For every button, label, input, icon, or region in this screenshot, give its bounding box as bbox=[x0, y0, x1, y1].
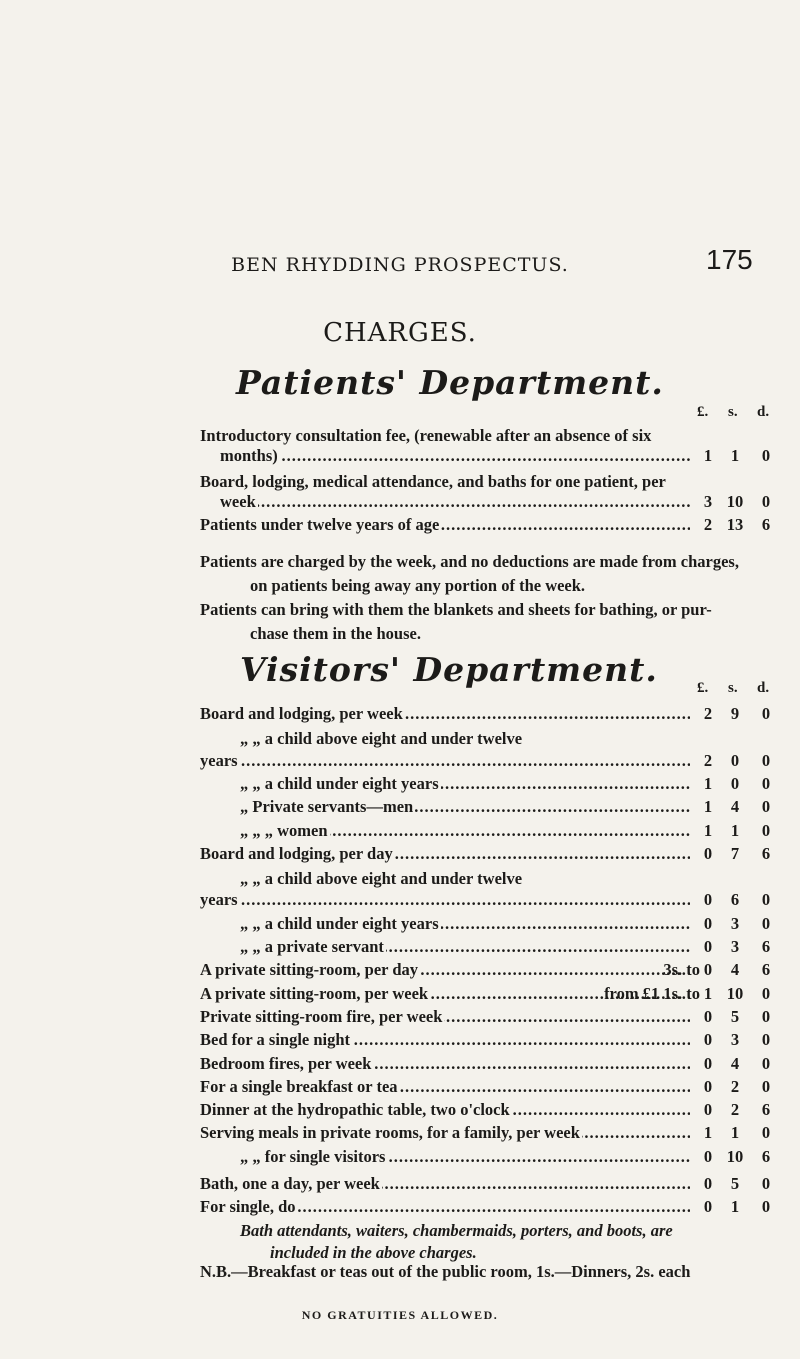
visitors-row bbox=[240, 821, 690, 847]
amount-pence: 0 bbox=[761, 1053, 771, 1073]
visitors-row bbox=[200, 844, 690, 870]
amount-shillings: 2 bbox=[730, 1100, 740, 1120]
amount-pounds: 2 bbox=[703, 704, 713, 723]
amount-pounds: 3 bbox=[703, 492, 713, 511]
patients-row-line bbox=[200, 470, 800, 494]
attendants-note-line: Bath attendants, waiters, chambermaids, porters, and boots, are bbox=[240, 1221, 673, 1240]
nb-note bbox=[200, 1260, 800, 1284]
amount-pounds: 0 bbox=[703, 890, 713, 910]
amount-pence: 0 bbox=[761, 750, 771, 770]
visitors-row-line bbox=[240, 727, 800, 751]
amount-pounds: 0 bbox=[703, 1053, 713, 1073]
amount-pence: 0 bbox=[761, 492, 771, 511]
amount-shillings: 1 bbox=[730, 1123, 740, 1143]
visitors-row-label: A private sitting-room, per day bbox=[200, 960, 419, 980]
visitors-row bbox=[240, 914, 690, 940]
patients-row-label: Patients under twelve years of age bbox=[200, 515, 440, 534]
visitors-row-label: „ „ a private servant bbox=[240, 937, 384, 956]
attendants-note bbox=[240, 1220, 800, 1264]
amount-pence: 0 bbox=[761, 1006, 771, 1026]
amount-pounds: 1 bbox=[703, 797, 713, 817]
visitors-heading: Visitors' Department. bbox=[240, 650, 658, 689]
visitors-row-label: Board and lodging, per day bbox=[200, 843, 393, 863]
visitors-row bbox=[200, 960, 700, 986]
amount-shillings: 4 bbox=[730, 960, 740, 980]
visitors-row bbox=[240, 937, 690, 963]
patients-heading: Patients' Department. bbox=[236, 363, 664, 402]
amount-shillings: 4 bbox=[730, 1053, 740, 1073]
amount-shillings: 3 bbox=[730, 1030, 740, 1050]
visitors-row-label: „ „ a child above eight and under twelve bbox=[240, 869, 523, 889]
amount-pounds: 0 bbox=[703, 1030, 713, 1050]
visitors-col-shillings: s. bbox=[728, 680, 738, 696]
amount-shillings: 10 bbox=[726, 983, 744, 1003]
visitors-row bbox=[240, 1147, 690, 1173]
page-number: 175 bbox=[706, 244, 753, 275]
visitors-row bbox=[240, 797, 690, 823]
amount-shillings: 3 bbox=[730, 913, 740, 933]
amount-shillings: 13 bbox=[726, 515, 744, 534]
amount-pounds: 1 bbox=[703, 1123, 713, 1143]
visitors-row-label: Private sitting-room fire, per week bbox=[200, 1006, 443, 1026]
amount-pence: 6 bbox=[761, 515, 771, 534]
amount-shillings: 5 bbox=[730, 1006, 740, 1026]
visitors-row-label: For a single breakfast or tea bbox=[200, 1076, 398, 1096]
visitors-row bbox=[200, 1174, 690, 1200]
amount-shillings: 0 bbox=[730, 750, 740, 770]
amount-pounds: 1 bbox=[703, 983, 713, 1003]
visitors-row-label: Bed for a single night bbox=[200, 1030, 351, 1050]
visitors-row bbox=[200, 983, 700, 1010]
patients-row-label: Board, lodging, medical attendance, and baths for one patient, per bbox=[200, 472, 666, 491]
amount-pence: 0 bbox=[761, 820, 771, 840]
amount-pounds: 0 bbox=[703, 1197, 713, 1217]
amount-shillings: 9 bbox=[730, 704, 740, 723]
patients-note-line: Patients are charged by the week, and no deductions are made from charges, bbox=[200, 552, 739, 571]
amount-shillings: 10 bbox=[726, 1146, 744, 1166]
amount-pence: 6 bbox=[761, 843, 771, 863]
amount-pounds: 2 bbox=[703, 515, 713, 534]
patients-note-line: Patients can bring with them the blankets and sheets for bathing, or pur- bbox=[200, 600, 712, 619]
visitors-row-label: „ „ a child under eight years bbox=[240, 913, 439, 933]
visitors-col-pounds: £. bbox=[697, 680, 709, 696]
amount-pounds: 0 bbox=[703, 1006, 713, 1026]
visitors-row-label: A private sitting-room, per week bbox=[200, 983, 429, 1003]
no-gratuities-footer: NO GRATUITIES ALLOWED. bbox=[301, 1308, 499, 1322]
amount-shillings: 2 bbox=[730, 1076, 740, 1096]
amount-shillings: 6 bbox=[730, 890, 740, 910]
amount-pounds: 0 bbox=[703, 1146, 713, 1166]
visitors-row-label: „ „ for single visitors bbox=[240, 1146, 386, 1166]
amount-shillings: 0 bbox=[730, 773, 740, 793]
amount-pence: 0 bbox=[761, 704, 771, 723]
visitors-row-label: Dinner at the hydropathic table, two o'clock bbox=[200, 1100, 510, 1120]
patients-row bbox=[220, 446, 690, 472]
amount-shillings: 10 bbox=[726, 492, 744, 511]
amount-pounds: 0 bbox=[703, 937, 713, 956]
amount-pence: 0 bbox=[761, 1123, 771, 1143]
visitors-row-label: Board and lodging, per week bbox=[200, 704, 403, 723]
visitors-col-pence: d. bbox=[757, 680, 770, 696]
visitors-row bbox=[200, 1123, 690, 1149]
visitors-row-label: „ Private servants—men bbox=[240, 797, 414, 817]
visitors-row-label: „ „ „ women bbox=[240, 820, 328, 840]
amount-pence: 6 bbox=[761, 960, 771, 980]
visitors-row bbox=[200, 751, 690, 777]
visitors-row-label: „ „ a child above eight and under twelve bbox=[240, 729, 523, 749]
amount-pounds: 0 bbox=[703, 843, 713, 863]
amount-pence: 0 bbox=[761, 446, 771, 465]
amount-shillings: 3 bbox=[730, 937, 740, 956]
visitors-row bbox=[200, 1077, 690, 1103]
visitors-row-label: Bedroom fires, per week bbox=[200, 1053, 372, 1073]
amount-pence: 0 bbox=[761, 1076, 771, 1096]
price-range: from £1 1s. to bbox=[600, 984, 700, 1004]
amount-pounds: 0 bbox=[703, 1076, 713, 1096]
patients-note bbox=[200, 550, 800, 646]
patients-col-pence: d. bbox=[757, 404, 770, 420]
visitors-row-label: Serving meals in private rooms, for a family, per week bbox=[200, 1123, 580, 1143]
patients-col-pounds: £. bbox=[697, 404, 709, 420]
amount-shillings: 1 bbox=[730, 446, 740, 465]
amount-pounds: 0 bbox=[703, 1100, 713, 1120]
amount-pounds: 1 bbox=[703, 820, 713, 840]
amount-pounds: 2 bbox=[703, 750, 713, 770]
visitors-row bbox=[200, 1054, 690, 1080]
amount-pence: 0 bbox=[761, 1174, 771, 1193]
patients-note-line: chase them in the house. bbox=[250, 624, 421, 643]
amount-pence: 0 bbox=[761, 890, 771, 910]
patients-row bbox=[200, 515, 690, 541]
amount-pence: 6 bbox=[761, 937, 771, 956]
amount-pounds: 1 bbox=[703, 446, 713, 465]
nb-note-line: N.B.—Breakfast or teas out of the public room, 1s.—Dinners, 2s. each bbox=[200, 1262, 691, 1281]
amount-shillings: 1 bbox=[730, 820, 740, 840]
page-title: CHARGES. bbox=[323, 318, 477, 348]
amount-shillings: 7 bbox=[730, 843, 740, 863]
visitors-row bbox=[200, 1030, 690, 1056]
visitors-row-cont: years bbox=[200, 890, 238, 910]
patients-col-shillings: s. bbox=[728, 404, 738, 420]
visitors-row bbox=[240, 774, 690, 800]
visitors-row-label: Bath, one a day, per week bbox=[200, 1174, 380, 1193]
amount-pence: 0 bbox=[761, 1197, 771, 1217]
amount-shillings: 4 bbox=[730, 797, 740, 817]
amount-pence: 0 bbox=[761, 1030, 771, 1050]
patients-row-line bbox=[200, 424, 800, 448]
amount-pence: 0 bbox=[761, 913, 771, 933]
price-range: 3s. to bbox=[659, 960, 700, 980]
visitors-row-line bbox=[240, 867, 800, 891]
patients-note-line: on patients being away any portion of the week. bbox=[250, 576, 586, 595]
attendants-note-line: included in the above charges. bbox=[270, 1243, 477, 1262]
running-head: BEN RHYDDING PROSPECTUS. bbox=[231, 254, 569, 276]
visitors-row bbox=[200, 704, 690, 730]
amount-pounds: 0 bbox=[703, 960, 713, 980]
amount-pence: 0 bbox=[761, 773, 771, 793]
amount-pence: 0 bbox=[761, 797, 771, 817]
visitors-row bbox=[200, 1007, 690, 1033]
visitors-row bbox=[200, 890, 690, 916]
patients-row-cont: week bbox=[220, 492, 256, 511]
patients-row-label: Introductory consultation fee, (renewable after an absence of six bbox=[200, 426, 652, 445]
amount-shillings: 5 bbox=[730, 1174, 740, 1193]
visitors-row-cont: years bbox=[200, 750, 238, 770]
visitors-row bbox=[200, 1100, 690, 1126]
amount-pence: 6 bbox=[761, 1100, 771, 1120]
visitors-row-label: „ „ a child under eight years bbox=[240, 773, 439, 793]
amount-pence: 0 bbox=[761, 983, 771, 1003]
patients-row-cont: months) bbox=[220, 446, 278, 465]
amount-pence: 6 bbox=[761, 1146, 771, 1166]
visitors-row-label: For single, do bbox=[200, 1197, 296, 1217]
amount-pounds: 0 bbox=[703, 913, 713, 933]
amount-shillings: 1 bbox=[730, 1197, 740, 1217]
amount-pounds: 0 bbox=[703, 1174, 713, 1193]
amount-pounds: 1 bbox=[703, 773, 713, 793]
